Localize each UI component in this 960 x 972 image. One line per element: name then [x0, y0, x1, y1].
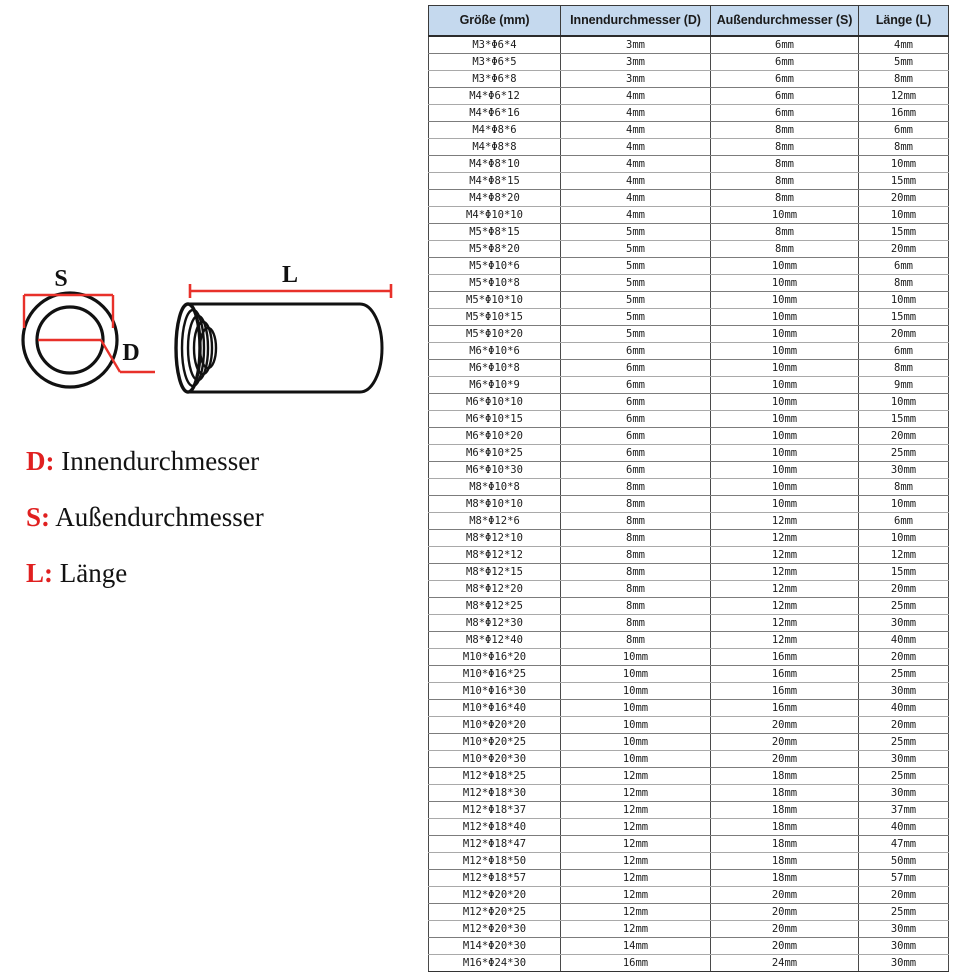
table-row — [429, 853, 949, 870]
cell-inner-diameter: 6mm — [561, 377, 711, 394]
cell-inner-diameter: 5mm — [561, 241, 711, 258]
cell-inner-diameter: 10mm — [561, 700, 711, 717]
cell-length: 25mm — [859, 904, 949, 921]
cell-length: 6mm — [859, 513, 949, 530]
table-row — [429, 615, 949, 632]
inner-diameter-label: D — [122, 340, 140, 366]
cell-outer-diameter: 6mm — [711, 105, 859, 122]
cell-size: M12*Φ18*50 — [429, 853, 561, 870]
cell-size: M8*Φ12*25 — [429, 598, 561, 615]
cell-size: M4*Φ8*6 — [429, 122, 561, 139]
legend — [26, 448, 406, 616]
cell-length: 8mm — [859, 71, 949, 88]
table-row — [429, 139, 949, 156]
cell-outer-diameter: 8mm — [711, 224, 859, 241]
cell-length: 15mm — [859, 309, 949, 326]
column-header-size: Größe (mm) — [429, 6, 561, 37]
cell-length: 20mm — [859, 190, 949, 207]
cell-length: 25mm — [859, 734, 949, 751]
cell-inner-diameter: 4mm — [561, 173, 711, 190]
table-row — [429, 547, 949, 564]
cell-size: M5*Φ8*15 — [429, 224, 561, 241]
cell-outer-diameter: 10mm — [711, 428, 859, 445]
cell-length: 4mm — [859, 36, 949, 54]
cell-inner-diameter: 5mm — [561, 258, 711, 275]
cell-inner-diameter: 5mm — [561, 224, 711, 241]
table-row — [429, 632, 949, 649]
cell-outer-diameter: 8mm — [711, 190, 859, 207]
cell-inner-diameter: 12mm — [561, 802, 711, 819]
table-row — [429, 581, 949, 598]
cell-length: 5mm — [859, 54, 949, 71]
cell-size: M12*Φ18*30 — [429, 785, 561, 802]
cell-size: M10*Φ16*25 — [429, 666, 561, 683]
table-row — [429, 445, 949, 462]
cell-outer-diameter: 12mm — [711, 581, 859, 598]
legend-item-length — [26, 560, 406, 587]
cell-outer-diameter: 12mm — [711, 615, 859, 632]
table-row — [429, 496, 949, 513]
cell-size: M6*Φ10*25 — [429, 445, 561, 462]
cell-length: 20mm — [859, 649, 949, 666]
cell-size: M4*Φ6*12 — [429, 88, 561, 105]
cell-length: 30mm — [859, 938, 949, 955]
cell-outer-diameter: 20mm — [711, 751, 859, 768]
cell-size: M12*Φ20*30 — [429, 921, 561, 938]
cell-size: M8*Φ12*6 — [429, 513, 561, 530]
cell-length: 12mm — [859, 547, 949, 564]
cell-outer-diameter: 10mm — [711, 411, 859, 428]
table-row — [429, 717, 949, 734]
cell-length: 8mm — [859, 360, 949, 377]
column-header-length: Länge (L) — [859, 6, 949, 37]
cell-inner-diameter: 8mm — [561, 564, 711, 581]
product-dimension-diagram — [0, 262, 420, 412]
cell-length: 30mm — [859, 955, 949, 972]
specification-table — [428, 5, 949, 972]
table-row — [429, 275, 949, 292]
cell-size: M4*Φ8*15 — [429, 173, 561, 190]
cell-size: M12*Φ18*37 — [429, 802, 561, 819]
cell-inner-diameter: 8mm — [561, 513, 711, 530]
cell-outer-diameter: 8mm — [711, 139, 859, 156]
cell-size: M6*Φ10*9 — [429, 377, 561, 394]
legend-item-outer-diameter — [26, 504, 406, 531]
cell-size: M4*Φ6*16 — [429, 105, 561, 122]
cell-length: 20mm — [859, 241, 949, 258]
cell-outer-diameter: 18mm — [711, 819, 859, 836]
table-row — [429, 428, 949, 445]
cell-inner-diameter: 8mm — [561, 479, 711, 496]
table-row — [429, 377, 949, 394]
table-row — [429, 649, 949, 666]
table-row — [429, 666, 949, 683]
cell-inner-diameter: 6mm — [561, 394, 711, 411]
cell-length: 10mm — [859, 394, 949, 411]
cell-size: M8*Φ12*15 — [429, 564, 561, 581]
cell-size: M10*Φ16*20 — [429, 649, 561, 666]
table-row — [429, 700, 949, 717]
cell-outer-diameter: 20mm — [711, 734, 859, 751]
cell-inner-diameter: 5mm — [561, 326, 711, 343]
cell-outer-diameter: 10mm — [711, 275, 859, 292]
cell-size: M10*Φ20*30 — [429, 751, 561, 768]
table-row — [429, 785, 949, 802]
cell-outer-diameter: 6mm — [711, 71, 859, 88]
cell-length: 20mm — [859, 717, 949, 734]
outer-diameter-label: S — [54, 266, 68, 292]
table-row — [429, 394, 949, 411]
table-row — [429, 343, 949, 360]
cell-size: M6*Φ10*10 — [429, 394, 561, 411]
table-row — [429, 156, 949, 173]
cell-inner-diameter: 8mm — [561, 496, 711, 513]
cell-length: 30mm — [859, 751, 949, 768]
cell-length: 50mm — [859, 853, 949, 870]
cell-length: 15mm — [859, 224, 949, 241]
cell-size: M5*Φ10*20 — [429, 326, 561, 343]
cell-inner-diameter: 4mm — [561, 105, 711, 122]
cell-size: M8*Φ10*8 — [429, 479, 561, 496]
cell-inner-diameter: 8mm — [561, 615, 711, 632]
table-row — [429, 938, 949, 955]
cylinder-side-view — [176, 304, 382, 392]
table-row — [429, 88, 949, 105]
cell-length: 15mm — [859, 564, 949, 581]
table-row — [429, 207, 949, 224]
cell-size: M5*Φ8*20 — [429, 241, 561, 258]
cell-length: 30mm — [859, 683, 949, 700]
table-row — [429, 836, 949, 853]
cell-size: M12*Φ18*25 — [429, 768, 561, 785]
cell-length: 8mm — [859, 275, 949, 292]
table-row — [429, 71, 949, 88]
cell-outer-diameter: 10mm — [711, 377, 859, 394]
table-row — [429, 258, 949, 275]
cell-outer-diameter: 10mm — [711, 394, 859, 411]
cell-size: M3*Φ6*4 — [429, 36, 561, 54]
cell-length: 20mm — [859, 428, 949, 445]
cell-outer-diameter: 10mm — [711, 445, 859, 462]
cell-outer-diameter: 20mm — [711, 938, 859, 955]
cell-outer-diameter: 20mm — [711, 717, 859, 734]
table-row — [429, 360, 949, 377]
table-row — [429, 292, 949, 309]
cell-inner-diameter: 10mm — [561, 717, 711, 734]
cell-outer-diameter: 16mm — [711, 649, 859, 666]
table-row — [429, 768, 949, 785]
cell-outer-diameter: 6mm — [711, 88, 859, 105]
cell-inner-diameter: 10mm — [561, 734, 711, 751]
cell-outer-diameter: 20mm — [711, 904, 859, 921]
cell-size: M4*Φ10*10 — [429, 207, 561, 224]
cell-size: M16*Φ24*30 — [429, 955, 561, 972]
cell-outer-diameter: 6mm — [711, 54, 859, 71]
cell-outer-diameter: 10mm — [711, 292, 859, 309]
cell-outer-diameter: 18mm — [711, 836, 859, 853]
cell-size: M5*Φ10*6 — [429, 258, 561, 275]
cell-outer-diameter: 12mm — [711, 513, 859, 530]
table-row — [429, 802, 949, 819]
table-row — [429, 309, 949, 326]
cell-size: M10*Φ20*25 — [429, 734, 561, 751]
cell-outer-diameter: 20mm — [711, 887, 859, 904]
cell-inner-diameter: 8mm — [561, 632, 711, 649]
cell-inner-diameter: 12mm — [561, 870, 711, 887]
cell-length: 25mm — [859, 666, 949, 683]
legend-key-s: S: — [26, 502, 51, 532]
cell-length: 57mm — [859, 870, 949, 887]
cell-length: 8mm — [859, 479, 949, 496]
cell-length: 6mm — [859, 122, 949, 139]
cell-size: M3*Φ6*8 — [429, 71, 561, 88]
cell-size: M6*Φ10*30 — [429, 462, 561, 479]
cell-outer-diameter: 10mm — [711, 360, 859, 377]
cell-inner-diameter: 4mm — [561, 139, 711, 156]
table-row — [429, 122, 949, 139]
cell-inner-diameter: 6mm — [561, 360, 711, 377]
cell-length: 25mm — [859, 768, 949, 785]
cell-outer-diameter: 10mm — [711, 309, 859, 326]
cell-size: M6*Φ10*20 — [429, 428, 561, 445]
cell-length: 47mm — [859, 836, 949, 853]
cell-size: M6*Φ10*15 — [429, 411, 561, 428]
cell-size: M4*Φ8*8 — [429, 139, 561, 156]
legend-text-l: Länge — [59, 558, 128, 588]
cell-size: M12*Φ18*40 — [429, 819, 561, 836]
cell-inner-diameter: 8mm — [561, 598, 711, 615]
cell-inner-diameter: 4mm — [561, 156, 711, 173]
cell-inner-diameter: 6mm — [561, 411, 711, 428]
cell-inner-diameter: 12mm — [561, 921, 711, 938]
cell-size: M8*Φ12*12 — [429, 547, 561, 564]
cell-size: M4*Φ8*20 — [429, 190, 561, 207]
specification-table-wrapper — [428, 5, 948, 972]
cell-outer-diameter: 10mm — [711, 258, 859, 275]
cell-outer-diameter: 10mm — [711, 326, 859, 343]
cell-length: 10mm — [859, 207, 949, 224]
cell-length: 20mm — [859, 887, 949, 904]
cell-size: M3*Φ6*5 — [429, 54, 561, 71]
cell-outer-diameter: 8mm — [711, 122, 859, 139]
cell-size: M14*Φ20*30 — [429, 938, 561, 955]
cell-size: M12*Φ20*20 — [429, 887, 561, 904]
cell-outer-diameter: 12mm — [711, 564, 859, 581]
cell-outer-diameter: 10mm — [711, 496, 859, 513]
cell-outer-diameter: 6mm — [711, 36, 859, 54]
cell-inner-diameter: 4mm — [561, 88, 711, 105]
cell-size: M5*Φ10*15 — [429, 309, 561, 326]
cell-length: 20mm — [859, 326, 949, 343]
cell-size: M10*Φ20*20 — [429, 717, 561, 734]
legend-key-d: D: — [26, 446, 55, 476]
cell-length: 30mm — [859, 921, 949, 938]
table-row — [429, 887, 949, 904]
cell-inner-diameter: 3mm — [561, 71, 711, 88]
cell-length: 30mm — [859, 615, 949, 632]
cell-length: 6mm — [859, 343, 949, 360]
cell-length: 10mm — [859, 530, 949, 547]
cell-length: 40mm — [859, 819, 949, 836]
cell-length: 8mm — [859, 139, 949, 156]
cell-size: M12*Φ18*47 — [429, 836, 561, 853]
table-row — [429, 955, 949, 972]
cell-outer-diameter: 12mm — [711, 598, 859, 615]
cell-inner-diameter: 6mm — [561, 428, 711, 445]
cell-outer-diameter: 20mm — [711, 921, 859, 938]
table-body — [429, 36, 949, 972]
table-row — [429, 462, 949, 479]
cell-outer-diameter: 12mm — [711, 632, 859, 649]
cell-size: M6*Φ10*8 — [429, 360, 561, 377]
cell-length: 10mm — [859, 496, 949, 513]
cell-size: M10*Φ16*30 — [429, 683, 561, 700]
cell-inner-diameter: 4mm — [561, 207, 711, 224]
cell-outer-diameter: 8mm — [711, 173, 859, 190]
table-row — [429, 734, 949, 751]
table-row — [429, 870, 949, 887]
legend-key-l: L: — [26, 558, 53, 588]
cell-length: 40mm — [859, 700, 949, 717]
cell-inner-diameter: 4mm — [561, 122, 711, 139]
table-row — [429, 54, 949, 71]
cell-inner-diameter: 8mm — [561, 530, 711, 547]
cell-length: 15mm — [859, 411, 949, 428]
table-row — [429, 241, 949, 258]
cell-length: 37mm — [859, 802, 949, 819]
cell-inner-diameter: 3mm — [561, 36, 711, 54]
cell-length: 25mm — [859, 445, 949, 462]
cell-outer-diameter: 18mm — [711, 802, 859, 819]
table-row — [429, 751, 949, 768]
cell-size: M12*Φ20*25 — [429, 904, 561, 921]
cell-length: 10mm — [859, 292, 949, 309]
cell-inner-diameter: 3mm — [561, 54, 711, 71]
cell-outer-diameter: 16mm — [711, 700, 859, 717]
cell-size: M8*Φ12*40 — [429, 632, 561, 649]
cell-length: 30mm — [859, 462, 949, 479]
cell-inner-diameter: 10mm — [561, 666, 711, 683]
cell-size: M8*Φ12*20 — [429, 581, 561, 598]
table-row — [429, 326, 949, 343]
cell-outer-diameter: 12mm — [711, 547, 859, 564]
cell-inner-diameter: 12mm — [561, 887, 711, 904]
cell-size: M5*Φ10*8 — [429, 275, 561, 292]
column-header-outer-diameter: Außendurchmesser (S) — [711, 6, 859, 37]
cell-outer-diameter: 8mm — [711, 241, 859, 258]
cell-outer-diameter: 10mm — [711, 207, 859, 224]
cell-inner-diameter: 12mm — [561, 819, 711, 836]
cell-outer-diameter: 18mm — [711, 768, 859, 785]
legend-text-s: Außendurchmesser — [55, 502, 264, 532]
table-row — [429, 479, 949, 496]
cell-inner-diameter: 12mm — [561, 785, 711, 802]
illustration-panel — [0, 0, 420, 960]
table-row — [429, 564, 949, 581]
cell-length: 10mm — [859, 156, 949, 173]
table-row — [429, 530, 949, 547]
cell-length: 25mm — [859, 598, 949, 615]
cell-outer-diameter: 18mm — [711, 870, 859, 887]
cell-inner-diameter: 6mm — [561, 445, 711, 462]
cell-outer-diameter: 12mm — [711, 530, 859, 547]
cell-outer-diameter: 24mm — [711, 955, 859, 972]
cell-outer-diameter: 10mm — [711, 479, 859, 496]
legend-item-inner-diameter — [26, 448, 406, 475]
cell-outer-diameter: 10mm — [711, 462, 859, 479]
cell-inner-diameter: 12mm — [561, 768, 711, 785]
table-row — [429, 921, 949, 938]
column-header-inner-diameter: Innendurchmesser (D) — [561, 6, 711, 37]
cell-inner-diameter: 8mm — [561, 547, 711, 564]
cell-outer-diameter: 10mm — [711, 343, 859, 360]
cell-inner-diameter: 14mm — [561, 938, 711, 955]
cell-length: 16mm — [859, 105, 949, 122]
cell-inner-diameter: 12mm — [561, 904, 711, 921]
cell-length: 6mm — [859, 258, 949, 275]
cell-size: M4*Φ8*10 — [429, 156, 561, 173]
cell-inner-diameter: 6mm — [561, 343, 711, 360]
cell-inner-diameter: 8mm — [561, 581, 711, 598]
cell-inner-diameter: 10mm — [561, 751, 711, 768]
table-row — [429, 105, 949, 122]
cell-inner-diameter: 12mm — [561, 836, 711, 853]
cell-length: 15mm — [859, 173, 949, 190]
cell-length: 30mm — [859, 785, 949, 802]
table-row — [429, 224, 949, 241]
cell-length: 20mm — [859, 581, 949, 598]
cell-inner-diameter: 5mm — [561, 275, 711, 292]
cell-inner-diameter: 12mm — [561, 853, 711, 870]
cell-size: M8*Φ12*10 — [429, 530, 561, 547]
length-label: L — [281, 262, 299, 288]
cell-inner-diameter: 5mm — [561, 309, 711, 326]
table-row — [429, 904, 949, 921]
table-row — [429, 173, 949, 190]
table-row — [429, 190, 949, 207]
cell-inner-diameter: 10mm — [561, 683, 711, 700]
cell-size: M8*Φ12*30 — [429, 615, 561, 632]
table-row — [429, 683, 949, 700]
cell-outer-diameter: 16mm — [711, 666, 859, 683]
cell-length: 12mm — [859, 88, 949, 105]
cell-size: M8*Φ10*10 — [429, 496, 561, 513]
cell-outer-diameter: 8mm — [711, 156, 859, 173]
cell-inner-diameter: 5mm — [561, 292, 711, 309]
cell-outer-diameter: 18mm — [711, 785, 859, 802]
legend-text-d: Innendurchmesser — [61, 446, 260, 476]
cell-inner-diameter: 6mm — [561, 462, 711, 479]
cell-outer-diameter: 16mm — [711, 683, 859, 700]
table-row — [429, 513, 949, 530]
cell-inner-diameter: 16mm — [561, 955, 711, 972]
cell-size: M5*Φ10*10 — [429, 292, 561, 309]
table-header-row — [429, 6, 949, 37]
cell-outer-diameter: 18mm — [711, 853, 859, 870]
table-row — [429, 819, 949, 836]
cell-size: M12*Φ18*57 — [429, 870, 561, 887]
table-row — [429, 411, 949, 428]
cell-length: 9mm — [859, 377, 949, 394]
table-row — [429, 598, 949, 615]
cell-length: 40mm — [859, 632, 949, 649]
cell-size: M10*Φ16*40 — [429, 700, 561, 717]
cell-inner-diameter: 4mm — [561, 190, 711, 207]
cell-inner-diameter: 10mm — [561, 649, 711, 666]
table-row — [429, 36, 949, 54]
cell-size: M6*Φ10*6 — [429, 343, 561, 360]
